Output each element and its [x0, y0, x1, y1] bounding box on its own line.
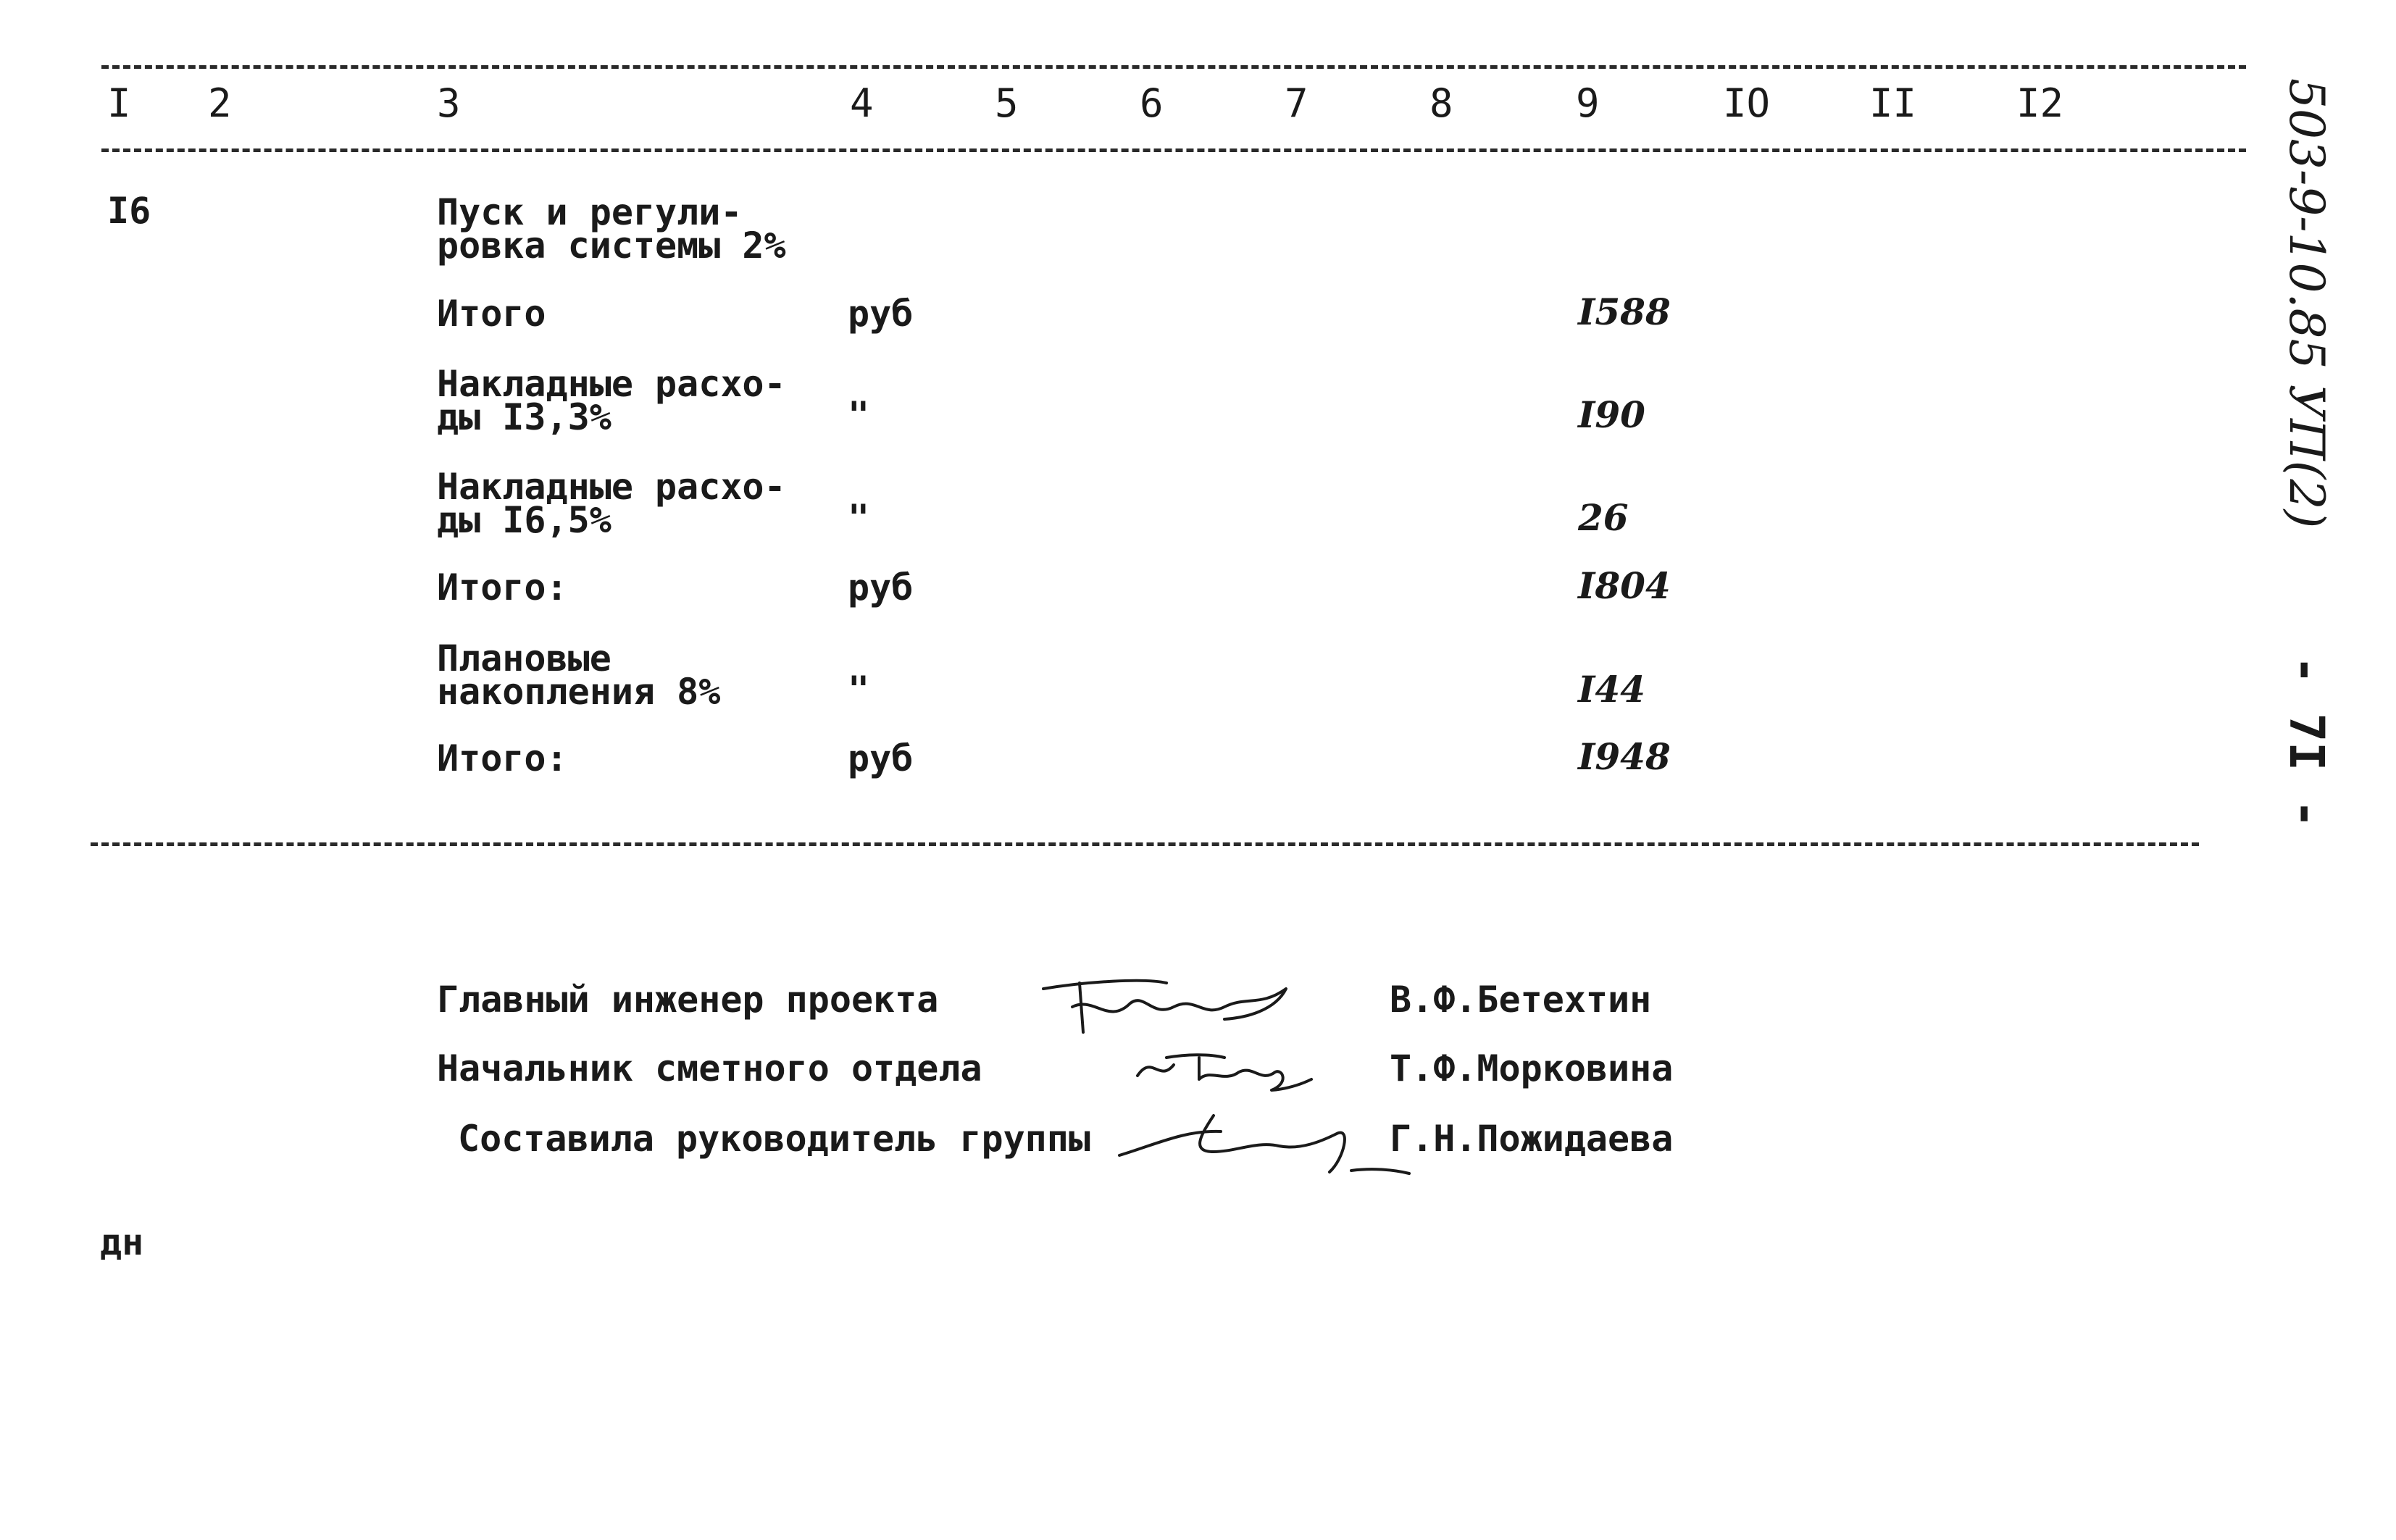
table-header-rule — [101, 148, 2246, 152]
signature-role: Начальник сметного отдела — [437, 1047, 982, 1089]
row-unit: " — [848, 394, 870, 436]
row-name-line2: ровка системы 2% — [437, 225, 786, 267]
row-value-col9: 26 — [1578, 496, 1629, 539]
table-top-rule — [101, 65, 2246, 69]
row-name-line2: ды I3,3% — [437, 396, 611, 438]
column-header: I2 — [2016, 80, 2064, 126]
column-header: 7 — [1285, 80, 1308, 126]
row-name-line1: Накладные расхо- — [437, 466, 786, 508]
row-unit: руб — [848, 737, 914, 779]
row-value-col9: I588 — [1578, 290, 1671, 333]
column-header: 3 — [437, 80, 461, 126]
row-name-line1: Накладные расхо- — [437, 363, 786, 405]
row-name-line2: накопления 8% — [437, 671, 721, 713]
row-name-line1: Плановые — [437, 637, 611, 679]
handwritten-signature — [1130, 1039, 1319, 1097]
row-name: Итого: — [437, 737, 568, 779]
document-code: 503-9-10.85 УП(2) — [2279, 78, 2334, 529]
row-name-line2: ды I6,5% — [437, 499, 611, 541]
row-value-col9: I44 — [1578, 668, 1645, 711]
row-name-line1: Пуск и регули- — [437, 191, 743, 233]
signature-person: В.Ф.Бетехтин — [1390, 979, 1652, 1021]
column-header: 5 — [995, 80, 1019, 126]
handwritten-signature — [1029, 967, 1304, 1039]
row-unit: " — [848, 669, 870, 711]
table-bottom-rule — [91, 842, 2199, 846]
column-header: IO — [1723, 80, 1771, 126]
row-name: Итого: — [437, 566, 568, 608]
signature-role: Главный инженер проекта — [437, 979, 939, 1021]
signature-role: Составила руководитель группы — [458, 1118, 1090, 1160]
handwritten-signature — [1112, 1101, 1416, 1181]
row-unit: " — [848, 497, 870, 539]
column-header: 6 — [1140, 80, 1164, 126]
row-value-col9: I804 — [1578, 564, 1671, 607]
column-header: II — [1869, 80, 1917, 126]
column-header: 2 — [208, 80, 232, 126]
column-header: 4 — [850, 80, 874, 126]
column-header: 8 — [1429, 80, 1453, 126]
footer-code: дн — [100, 1221, 144, 1263]
row-value-col9: I948 — [1578, 735, 1671, 778]
row-number: I6 — [107, 190, 151, 232]
row-value-col9: I90 — [1578, 393, 1645, 436]
row-name: Итого — [437, 293, 546, 335]
signature-person: Г.Н.Пожидаева — [1390, 1118, 1674, 1160]
page-number: - 7I - — [2279, 656, 2334, 829]
column-header: I — [107, 80, 131, 126]
row-unit: руб — [848, 566, 914, 608]
row-unit: руб — [848, 293, 914, 335]
column-header: 9 — [1576, 80, 1600, 126]
signature-person: Т.Ф.Морковина — [1390, 1047, 1674, 1089]
